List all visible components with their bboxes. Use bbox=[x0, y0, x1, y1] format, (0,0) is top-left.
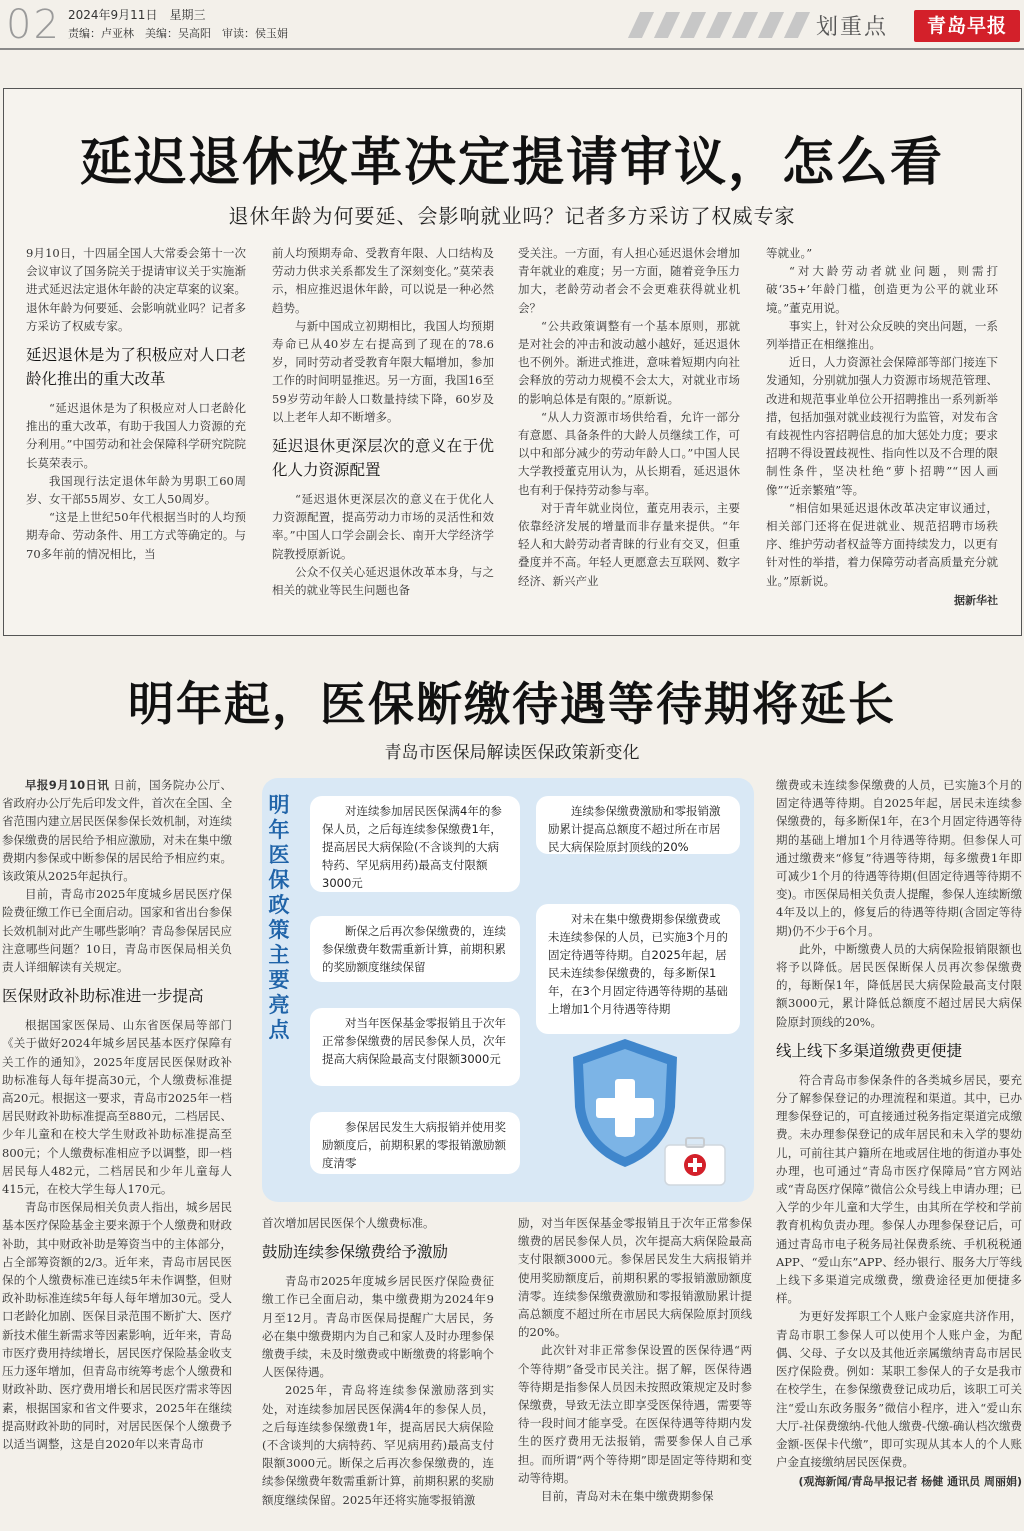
article1-subheadline: 退休年龄为何要延、会影响就业吗？记者多方采访了权威专家 bbox=[228, 204, 796, 228]
paragraph: “相信如果延迟退休改革决定审议通过，相关部门还将在促进就业、规范招聘市场秩序、维护劳动者权益等方面持续发力，以更有针对性的举措，着力保障劳动者高质量充分就业。”原新说。 bbox=[766, 500, 998, 588]
article2-column-2 bbox=[262, 1214, 494, 1530]
policy-highlights-title: 明年医保政策主要亮点 bbox=[268, 793, 290, 1042]
masthead-divider bbox=[0, 48, 1024, 50]
paragraph: 励，对当年医保基金零报销且于次年正常参保缴费的居民参保人员，次年提高大病保险最高支付限额3000元。参保居民发生大病报销并使用奖励额度后，前期积累的零报销激励额度清零。连续参保缴费激励和零报销激励累计提高总额度不超过所在市居民大病保险原封顶线的20%。 bbox=[518, 1216, 752, 1340]
article2-headline: 明年起，医保断缴待遇等待期将延长 bbox=[128, 677, 896, 731]
article2-column-3 bbox=[518, 1214, 752, 1530]
paragraph: 等就业。” bbox=[766, 246, 813, 260]
paragraph: “从人力资源市场供给看，允许一部分有意愿、具备条件的大龄人员继续工作，可以中和部分减少的劳动年龄人口。”中国人民大学教授董克用认为，从长期看，延迟退休也有利于保持劳动参与率。 bbox=[518, 409, 740, 497]
paragraph: 与新中国成立初期相比，我国人均预期寿命已从40岁左右提高到了现在的78.6岁，同时劳动者受教育年限大幅增加，参加工作的时间明显推迟。另一方面，我国16至59岁劳动年龄人口数量持续下降，60岁及以上老年人却不断增多。 bbox=[272, 318, 494, 424]
article1-column-1 bbox=[26, 244, 246, 624]
paragraph: 根据国家医保局、山东省医保局等部门《关于做好2024年城乡居民基本医疗保障有关工作的通知》，2025年度居民医保财政补助标准每人每年提高30元，个人缴费标准提高20元。根据这一要求，青岛市2025年一档居民财政补助标准提高至880元，二档居民、少年儿童和在校大学生财政补助标准提高至800元；个人缴费标准相应予以调整，即一档居民每人482元，二档居民和少年儿童每人415元，在校大学生每人170元。 bbox=[2, 1018, 232, 1197]
article1-column-2 bbox=[272, 244, 494, 624]
paragraph: 我国现行法定退休年龄为男职工60周岁、女干部55周岁、女工人50周岁。 bbox=[26, 473, 246, 507]
paragraph: “这是上世纪50年代根据当时的人均预期寿命、劳动条件、用工方式等确定的。与70多年前的情况相比，当 bbox=[26, 510, 246, 561]
paragraph: 为更好发挥职工个人账户金家庭共济作用，青岛市职工参保人可以使用个人账户金，为配偶、父母、子女以及其他近亲属缴纳青岛市居民医疗保险费。例如：某职工参保人的子女是我市在校学生，在参保缴费登记成功后，该职工可关注“爱山东政务服务”微信小程序，进入“爱山东大厅-社保费缴纳-代他人缴费-代缴-确认档次缴费金额-医保卡代缴”，即可实现从其本人的个人账户金直接缴纳居民医保费。 bbox=[776, 1309, 1022, 1470]
paragraph: 符合青岛市参保条件的各类城乡居民，要充分了解参保登记的办理流程和渠道。其中，已办理参保登记的，可直接通过税务指定渠道完成缴费。未办理参保登记的成年居民和未入学的婴幼儿，可前往其户籍所在地或居住地的街道办事处办理，也可通过“青岛市医疗保障局”官方网站或“青岛医疗保障”微信公众号线上申请办理；已入学的少年儿童和大学生，由其所在学校和学前教育机构负责办理。参保人办理参保登记后，可通过青岛市电子税务局社保费系统、手机税税通APP、“爱山东”APP、经办银行、服务大厅等线上线下多渠道完成缴费，缴费途径更加便捷多样。 bbox=[776, 1072, 1022, 1306]
paragraph: 此次针对非正常参保设置的医保待遇“两个等待期”备受市民关注。据了解，医保待遇等待期是指参保人员因未按照政策规定及时参保缴费，导致无法立即享受医保待遇，需要等待一段时间才能享受。在医保待遇等待期内发生的医疗费用无法报销，需要参保人自己承担。而所谓“两个等待期”即是固定等待期和变动等待期。 bbox=[518, 1343, 752, 1485]
article2-column-1 bbox=[2, 776, 232, 1528]
highlight-card-zero-claim: 对当年医保基金零报销且于次年正常参保缴费的居民参保人员，次年提高大病保险最高支付限额3000元 bbox=[310, 1008, 520, 1086]
paragraph: 青岛市2025年度城乡居民医疗保险费征缴工作已全面启动，集中缴费期为2024年9月至12月。青岛市医保局提醒广大居民，务必在集中缴费期内为自己和家人及时办理参保缴费手续，未及时缴费或中断缴费的将影响个人医保待遇。 bbox=[262, 1274, 494, 1380]
paragraph: 受关注。一方面，有人担心延迟退休会增加青年就业的难度；另一方面，随着竞争压力加大，老龄劳动者会不会更难获得就业机会？ bbox=[518, 246, 740, 315]
article1-subhead-2: 延迟退休更深层次的意义在于优化人力资源配置 bbox=[272, 437, 494, 480]
article1-headline: 延迟退休改革决定提请审议，怎么看 bbox=[79, 133, 944, 193]
article2-source: (观海新闻/青岛早报记者 杨健 通讯员 周丽娟) bbox=[798, 1475, 1022, 1489]
article2-dateline: 早报9月10日讯 bbox=[25, 778, 110, 792]
article2-subhead-2: 鼓励连续参保缴费给予激励 bbox=[262, 1243, 449, 1262]
paragraph: 近日，人力资源社会保障部等部门接连下发通知，分别就加强人力资源市场规范管理、改进和规范事业单位公开招聘推出一系列新举措，包括加强对就业歧视行为监管，对发布含有歧视性内容招聘信息的加大惩处力度；要求招聘不得设置歧视性、指向性以及不合理的限制性条件，坚决杜绝“萝卜招聘”“因人画像”“近亲繁殖”等。 bbox=[766, 355, 998, 497]
issue-date: 2024年9月11日 星期三 bbox=[68, 8, 206, 22]
masthead bbox=[0, 0, 1024, 52]
page-number: 02 bbox=[6, 2, 61, 48]
article2-column-4 bbox=[776, 776, 1022, 1528]
section-title: 划重点 bbox=[816, 15, 889, 40]
paragraph: 2025年，青岛将连续参保激励落到实处，对连续参加居民医保满4年的参保人员，之后每连续参保缴费1年，提高居民大病保险(不含谈判的大病特药、罕见病用药)最高支付限额3000元。断保之后再次参保缴费的，连续参保缴费年数需重新计算，前期积累的奖励额度继续保留。2025年还将实施零报销激 bbox=[262, 1383, 494, 1507]
highlight-card-continuous-enrollment: 对连续参加居民医保满4年的参保人员，之后每连续参保缴费1年，提高居民大病保险(不含谈判的大病特药、罕见病用药)最高支付限额3000元 bbox=[310, 796, 520, 892]
first-aid-kit-icon bbox=[662, 1135, 728, 1187]
article1-column-3 bbox=[518, 244, 740, 624]
paragraph: 青岛市医保局相关负责人指出，城乡居民基本医疗保险基金主要来源于个人缴费和财政补助，其中财政补助是筹资当中的主体部分，占全部筹资额的2/3。近年来，青岛市居民医保的个人缴费标准已连续5年未作调整，但财政补助标准连续5年每人每年增加30元。受人口老龄化加剧、医保目录范围不断扩大、医疗新技术催生新需求等因素影响，近年来，青岛市医疗费用持续增长，居民医疗保险基金收支压力逐年增加，但青岛市统筹考虑个人缴费和财政补助、医疗费用增长和居民医疗需求等因素，根据国家和省文件要求，2025年在继续提高财政补助的同时，对居民医保个人缴费予以适当调整，这是自2020年以来青岛市 bbox=[2, 1200, 232, 1451]
highlight-card-waiting-period: 对未在集中缴费期参保缴费或未连续参保的人员，已实施3个月的固定待遇等待期。自2025年起，居民未连续参保缴费的，每多断保1年，在3个月固定待遇等待期的基础上增加1个月待遇等待期 bbox=[536, 904, 740, 1034]
paragraph: “延迟退休是为了积极应对人口老龄化推出的重大改革，有助于我国人力资源的充分利用。”中国劳动和社会保障科学研究院院长莫荣表示。 bbox=[26, 401, 246, 470]
masthead-stripes bbox=[630, 12, 805, 38]
paragraph: 目前，青岛对未在集中缴费期参保 bbox=[541, 1489, 714, 1504]
editor-credits: 责编：卢亚林 美编：吴高阳 审读：侯玉娟 bbox=[68, 27, 288, 40]
article2-lead: 日前，国务院办公厅、省政府办公厅先后印发文件，首次在全国、全省范围内建立居民医保参保长效机制，对连续参保缴费的居民给予相应激励，对未在集中缴费期内参保或中断参保的居民给予相应约束。该政策从2025年起执行。 bbox=[2, 778, 232, 884]
paragraph bbox=[2, 776, 232, 885]
paragraph: 对于青年就业岗位，董克用表示，主要依靠经济发展的增量而非存量来提供。“年轻人和大龄劳动者青睐的行业有交叉，但重叠度并不高。年轻人更愿意去互联网、数字经济、新兴产业 bbox=[518, 500, 740, 588]
paragraph: “对大龄劳动者就业问题，则需打破‘35+’年龄门槛，创造更为公平的就业环境。”董克用说。 bbox=[766, 264, 998, 315]
paragraph: 事实上，针对公众反映的突出问题，一系列举措正在相继推出。 bbox=[766, 318, 998, 352]
paragraph: 前人均预期寿命、受教育年限、人口结构及劳动力供求关系都发生了深刻变化。”莫荣表示，相应推迟退休年龄，可以说是一种必然趋势。 bbox=[272, 246, 494, 315]
paragraph: 公众不仅关心延迟退休改革本身，与之相关的就业等民生问题也备 bbox=[272, 564, 494, 598]
article2-subhead-3: 线上线下多渠道缴费更便捷 bbox=[776, 1041, 963, 1060]
newspaper-logo: 青岛早报 bbox=[914, 10, 1020, 42]
paragraph: 目前，青岛市2025年度城乡居民医疗保险费征缴工作已全面启动。国家和省出台参保长效机制对此产生哪些影响？青岛参保居民应注意哪些问题？10日，青岛市医保局相关负责人详细解读有关规定。 bbox=[2, 887, 232, 975]
paragraph: “延迟退休更深层次的意义在于优化人力资源配置，提高劳动力市场的灵活性和效率。”中国人口学会副会长、南开大学经济学院教授原新说。 bbox=[272, 492, 494, 561]
article1-source: 据新华社 bbox=[954, 593, 998, 607]
highlight-card-incentive-cap: 连续参保缴费激励和零报销激励累计提高总额度不超过所在市居民大病保险原封顶线的20% bbox=[536, 796, 740, 854]
paragraph: 此外，中断缴费人员的大病保险报销限额也将予以降低。居民医保断保人员再次参保缴费的，每断保1年，降低居民大病保险最高支付限额3000元，累计降低总额度不超过居民大病保险原封顶线的20%。 bbox=[776, 941, 1022, 1029]
article2-subhead-1: 医保财政补助标准进一步提高 bbox=[2, 987, 204, 1006]
article1-lead: 9月10日，十四届全国人大常委会第十一次会议审议了国务院关于提请审议关于实施渐进式延迟法定退休年龄的决定草案的议案。退休年龄为何要延、会影响就业吗？记者多方采访了权威专家。 bbox=[26, 246, 246, 333]
paragraph: 缴费或未连续参保缴费的人员，已实施3个月的固定待遇等待期。自2025年起，居民未连续参保缴费的，每多断保1年，在3个月固定待遇等待期的基础上增加1个月待遇等待期。但参保人可通过缴费来“修复”待遇等待期，每多缴费1年即可减少1个月的待遇等待期(但固定待遇等待期不变)。市医保局相关负责人提醒，参保人连续断缴4年及以上的，修复后的待遇等待期(含固定等待期)仍不少于6个月。 bbox=[776, 778, 1022, 938]
highlight-card-reenrollment: 断保之后再次参保缴费的，连续参保缴费年数需重新计算，前期积累的奖励额度继续保留 bbox=[310, 916, 520, 982]
article1-column-4 bbox=[766, 244, 998, 630]
article2-subheadline: 青岛市医保局解读医保政策新变化 bbox=[384, 743, 640, 763]
article1-subhead-1: 延迟退休是为了积极应对人口老龄化推出的重大改革 bbox=[26, 346, 246, 389]
paragraph: “公共政策调整有一个基本原则，那就是对社会的冲击和波动越小越好，延迟退休也不例外。渐进式推进，意味着短期内向社会释放的劳动力规模不会太大，对就业市场的影响总体是有限的。”原新说。 bbox=[518, 318, 740, 406]
paragraph: 首次增加居民医保个人缴费标准。 bbox=[262, 1216, 435, 1230]
highlight-card-reset: 参保居民发生大病报销并使用奖励额度后，前期积累的零报销激励额度清零 bbox=[310, 1112, 520, 1174]
